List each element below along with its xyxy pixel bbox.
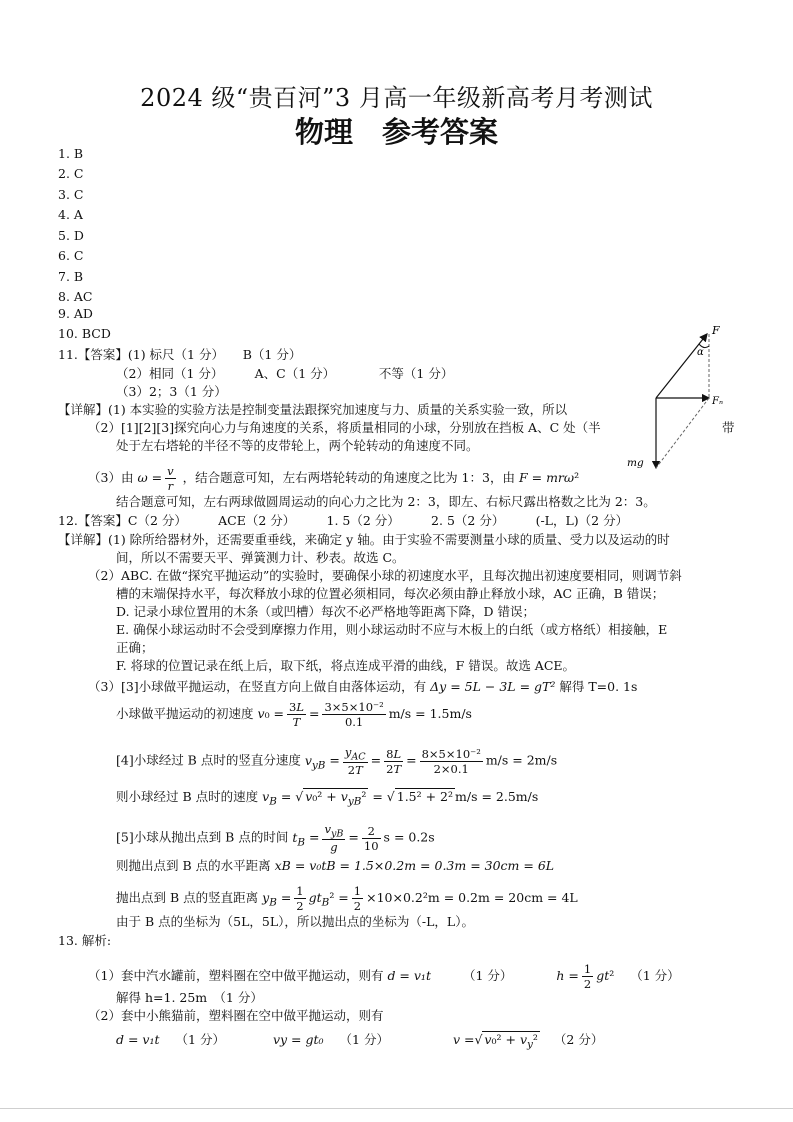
label-fn: Fₙ <box>712 396 723 407</box>
q12-detail-14 <box>116 856 554 874</box>
page-title: 2024 级“贵百河”3 月高一年级新高考月考测试 <box>140 84 653 112</box>
force-diagram-svg <box>625 322 745 472</box>
q13-l1c: （1 分） <box>462 968 513 983</box>
q11-detail-4a: （3）由 <box>88 470 134 485</box>
q13-l4c: vy = gt₀ <box>272 1032 324 1047</box>
q12-detail-12a: 则小球经过 B 点时的速度 <box>116 789 259 804</box>
q12-detail-2: 间，所以不需要天平、弹簧测力计、秒表。故选 C。 <box>116 550 405 565</box>
q12-detail-4: 槽的末端保持水平，每次释放小球的位置必须相同，每次必须由静止释放小球，AC 正确，B 错误； <box>116 586 665 601</box>
label-f: F <box>712 324 720 337</box>
q11-detail-5: 结合题意可知，左右两球做圆周运动的向心力之比为 2：3，即左、右标尺露出格数之比为 2：3。 <box>116 494 656 509</box>
q11-answer-line1: 11.【答案】(1) 标尺（1 分） B（1 分） <box>58 347 302 362</box>
label-mg: mg <box>627 457 644 469</box>
answer-4: 4. A <box>58 207 83 222</box>
q12-detail-16: 由于 B 点的坐标为（5L，5L），所以抛出点的坐标为（-L，L）。 <box>116 914 474 929</box>
answer-2: 2. C <box>58 166 84 181</box>
q12-detail-7: 正确； <box>116 640 154 655</box>
q12-detail-11: [4]小球经过 B 点时的竖直分速度 $v_{yB}$ = $\frac{y_{AC}}{2T}$ = $\frac{8L}{2T}$ = $\frac{\text{8×5×10⁻²}}{2\times 0.1}$ m/s = 2m/s <box>116 745 558 778</box>
q12-answer-line: 12.【答案】C（2 分） ACE（2 分） 1. 5（2 分） 2. 5（2 分） (-L，L)（2 分） <box>58 513 629 528</box>
q11-detail-1: 【详解】(1) 本实验的实验方法是控制变量法跟探究加速度与力、质量的关系实验一致，所以 <box>58 402 568 417</box>
force-formula: F = mrω² <box>518 470 580 485</box>
q12-detail-15a: 抛出点到 B 点的竖直距离 <box>116 890 259 905</box>
q13-l4d: （1 分） <box>339 1032 389 1047</box>
q12-formula-xb: xB = v₀tB = 1.5×0.2m = 0.3m = 30cm = 6L <box>274 858 555 873</box>
q11-detail-4b: ，结合题意可知，左右两塔轮转动的角速度之比为 1：3，由 <box>182 470 515 485</box>
q12-detail-13: [5]小球从抛出点到 B 点的时间 $t_B$ = $\frac{v_{yB}}{g}$ = $\frac{2}{10}$ s = 0.2s <box>116 822 435 855</box>
q13-heading: 13. 解析: <box>58 933 112 948</box>
q12-detail-12b: = 2.5m/s <box>481 789 539 804</box>
q12-detail-14a: 则抛出点到 B 点的水平距离 <box>116 858 271 873</box>
force-diagram <box>625 322 745 472</box>
q12-detail-15: 抛出点到 B 点的竖直距离 $y_B$ = $\frac{1}{2}$ $gt_B^2$ = $\frac{1}{2}$ ×10×0.2²m = 0.2m = 20cm = 4L <box>116 884 578 913</box>
dashed-diagonal <box>656 398 709 468</box>
answer-9: 9. AD <box>58 306 93 321</box>
q13-formula-d: d = v₁t <box>387 968 431 983</box>
answer-10: 10. BCD <box>58 326 111 341</box>
q11-detail-2: （2）[1][2][3]探究向心力与角速度的关系，将质量相同的小球，分别放在挡板 A、C 处（半 <box>88 420 601 435</box>
q12-detail-10a: 小球做平抛运动的初速度 <box>116 706 254 721</box>
q13-line-4: d = v₁t （1 分） vy = gt₀ （1 分） v =√ $v_0^2 + v_y^2$ （2 分） <box>116 1032 604 1051</box>
q12-detail-9a: （3）[3]小球做平抛运动，在竖直方向上做自由落体运动，有 <box>88 679 427 694</box>
q13-l1a: （1）套中汽水罐前，塑料圈在空中做平抛运动，则有 <box>88 968 384 983</box>
q12-detail-13a: [5]小球从抛出点到 B 点的时间 <box>116 829 289 845</box>
answer-3: 3. C <box>58 187 84 202</box>
page-subtitle: 物理 参考答案 <box>294 115 498 149</box>
q11-detail-4 <box>88 464 579 493</box>
q12-detail-9c: 解得 T=0. 1s <box>559 679 638 694</box>
page-bottom-rule <box>0 1108 793 1109</box>
answer-6: 6. C <box>58 248 84 263</box>
q11-answer-line2: （2）相同（1 分） A、C（1 分） 不等（1 分） <box>116 366 454 381</box>
q13-l4a: d = v₁t <box>116 1032 160 1047</box>
q12-detail-5: D. 记录小球位置用的木条（或凹槽）每次不必严格地等距离下降，D 错误； <box>116 604 536 619</box>
force-f-arrow <box>656 334 707 398</box>
q12-detail-15b: = 0.2m = 20cm = 4L <box>443 890 578 905</box>
omega-formula: ω = $\frac{v}{r}$ <box>137 464 174 493</box>
answer-7: 7. B <box>58 269 84 284</box>
q12-detail-3: （2）ABC. 在做“探究平抛运动”的实验时，要确保小球的初速度水平，且每次抛出初速度要相同，则调节斜 <box>88 568 682 583</box>
q12-detail-12: 则小球经过 B 点时的速度 $v_B$ = √ $v_0^2 + v_{yB}^2$ = √ 1.5² + 2² m/s = 2.5m/s <box>116 789 539 808</box>
q12-detail-11b: = 2m/s <box>512 752 558 768</box>
q12-detail-11a: [4]小球经过 B 点时的竖直分速度 <box>116 752 301 768</box>
q13-line-1: （1）套中汽水罐前，塑料圈在空中做平抛运动，则有 d = v₁t （1 分） h = $\frac{1}{2}$ gt² （1 分） <box>88 962 680 991</box>
q11-detail-2-tail: 带 <box>722 420 735 435</box>
q13-l4f: （2 分） <box>553 1032 604 1047</box>
answer-1: 1. B <box>58 146 84 161</box>
answer-5: 5. D <box>58 228 84 243</box>
q12-detail-6: E. 确保小球运动时不会受到摩擦力作用，则小球运动时不应与木板上的白纸（或方格纸）相接触，E <box>116 622 668 637</box>
q12-detail-13b: = 0.2s <box>393 829 435 845</box>
label-alpha: α <box>697 347 704 358</box>
q12-detail-1: 【详解】(1) 除所给器材外，还需要重垂线，来确定 y 轴。由于实验不需要测量小球的质量、受力以及运动的时 <box>58 532 670 547</box>
q13-line-2: 解得 h=1. 25m （1 分） <box>116 990 263 1005</box>
q12-detail-10b: = 1.5m/s <box>415 706 472 721</box>
q13-l1e: （1 分） <box>630 968 680 983</box>
q12-detail-8: F. 将球的位置记录在纸上后，取下纸，将点连成平滑的曲线，F 错误。故选 ACE。 <box>116 658 576 673</box>
q13-line-3: （2）套中小熊猫前，塑料圈在空中做平抛运动，则有 <box>88 1008 384 1023</box>
q11-answer-line3: （3）2；3（1 分） <box>116 384 227 399</box>
q13-l4b: （1 分） <box>175 1032 225 1047</box>
q11-detail-3: 处于左右塔轮的半径不等的皮带轮上，两个轮转动的角速度不同。 <box>116 438 479 453</box>
q12-detail-10: 小球做平抛运动的初速度 v₀ = $\frac{3L}{T}$ = $\frac{\text{3×5×10⁻²}}{0.1}$ m/s = 1.5m/s <box>116 700 472 729</box>
q12-formula-dy: Δy = 5L − 3L = gT² <box>430 679 556 694</box>
answer-8: 8. AC <box>58 289 93 304</box>
q13-l1d: h = <box>556 968 579 983</box>
q13-l4e: v = <box>452 1032 475 1047</box>
q12-detail-9 <box>88 677 637 695</box>
